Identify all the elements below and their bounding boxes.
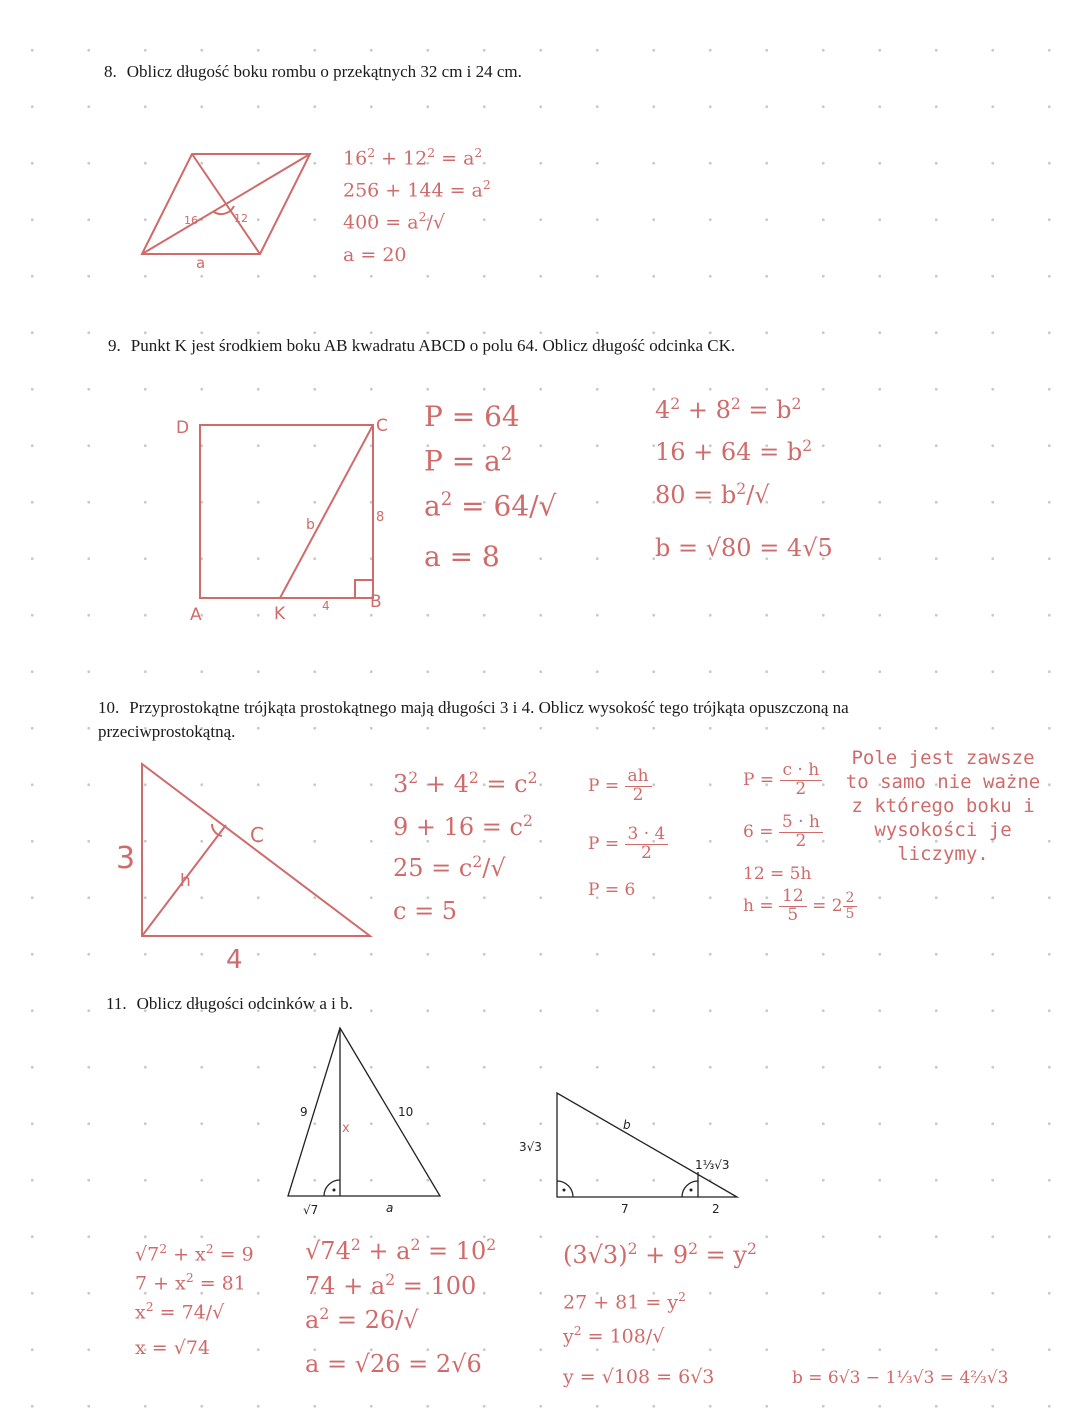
problem-text: Oblicz długości odcinków a i b. [136, 994, 353, 1013]
p11-col2-1: $√74^2 + a^2 = 10^2$ [305, 1236, 497, 1265]
label-8: 8 [376, 510, 385, 525]
p11-final: b = 6√3 − 1⅓√3 = 4⅔√3 [792, 1368, 1009, 1388]
p11-col1-1: $√7^2 + x^2 = 9$ [135, 1242, 254, 1266]
fraction [780, 762, 823, 799]
label-7: 7 [621, 1202, 629, 1215]
segment-ck [280, 425, 373, 598]
lhs: h = [743, 895, 774, 916]
square-figure [160, 405, 400, 625]
right-angle-mark [212, 824, 222, 836]
p10-col2-3: P = 6 [588, 880, 636, 900]
p8-line-3: $400 = a^2/√$ [343, 210, 445, 234]
denominator: 5 [845, 905, 855, 922]
p10-col2-2 [588, 826, 668, 863]
label-4: 4 [322, 599, 330, 613]
numerator: 5 · h [779, 814, 823, 833]
problem-text: Przyprostokątne trójkąta prostokątnego mają długości 3 i 4. Oblicz wysokość tego trójkąta opuszczoną na przeciwprostokątną. [98, 698, 849, 741]
numerator: c · h [780, 762, 823, 781]
label-segment: 1⅓√3 [695, 1158, 730, 1172]
problem-number: 9. [108, 336, 121, 355]
label-d: D [176, 418, 190, 438]
denominator: 2 [795, 778, 807, 799]
numerator: 3 · 4 [625, 826, 669, 845]
problem-text: Oblicz długość boku rombu o przekątnych 32 cm i 24 cm. [126, 62, 522, 81]
label-12: 12 [234, 212, 248, 225]
triangle-11a-figure [280, 1020, 460, 1220]
problem-number: 10. [98, 698, 120, 717]
p10-col2-1 [588, 768, 652, 805]
p11-col1-4: x = √74 [135, 1337, 210, 1359]
label-x: x [342, 1121, 350, 1136]
p9-right-4: b = √80 = 4√5 [655, 534, 833, 562]
label-16: 16 [184, 214, 198, 227]
label-a: A [190, 605, 202, 625]
p11-col2-2: $74 + a^2 = 100$ [305, 1271, 477, 1300]
denominator: 2 [795, 830, 807, 851]
problem-8 [104, 62, 522, 82]
label-10: 10 [398, 1105, 414, 1119]
label-b: b [306, 517, 315, 533]
p11-col2-4: a = √26 = 2√6 [305, 1350, 482, 1378]
fraction [625, 768, 652, 805]
fraction [625, 826, 669, 863]
lhs: P = [743, 769, 775, 790]
p9-right-1: $4^2 + 8^2 = b^2$ [655, 395, 802, 424]
p8-line-2: $256 + 144 = a^2$ [343, 178, 491, 202]
p10-col1-1: $3^2 + 4^2 = c^2$ [393, 769, 538, 798]
p10-col1-2: $9 + 16 = c^2$ [393, 812, 533, 841]
fraction [779, 888, 807, 925]
label-a: a [196, 254, 206, 272]
p9-left-1: P = 64 [424, 400, 520, 433]
label-a: a [386, 1201, 394, 1215]
p10-col3-2 [743, 814, 823, 851]
p9-left-3: $a^2 = 64/√$ [424, 489, 557, 523]
problem-number: 11. [106, 994, 127, 1013]
problem-10 [98, 696, 978, 744]
numerator: 2 [843, 891, 858, 907]
lhs: P = [588, 833, 620, 854]
square-outline [200, 425, 373, 598]
p9-left-4: a = 8 [424, 540, 500, 573]
label-c: C [376, 416, 388, 436]
label-2: 2 [712, 1202, 720, 1215]
denominator: 2 [632, 784, 644, 805]
p10-col3-1 [743, 762, 822, 799]
p11-col3-1: $(3√3)^2 + 9^2 = y^2$ [563, 1240, 757, 1269]
p10-col1-4: c = 5 [393, 897, 458, 925]
label-9: 9 [300, 1105, 308, 1119]
p9-right-3: $80 = b^2/√$ [655, 480, 770, 509]
p9-left-2: $P = a^2$ [424, 444, 513, 478]
p11-col1-2: $7 + x^2 = 81$ [135, 1271, 246, 1295]
p10-col3-4 [743, 888, 857, 925]
label-4: 4 [226, 945, 243, 975]
triangle-outline [557, 1093, 737, 1197]
lhs: 6 = [743, 821, 774, 842]
p8-line-4: a = 20 [343, 244, 407, 266]
fraction [779, 814, 823, 851]
p10-col1-3: $25 = c^2/√$ [393, 853, 506, 882]
label-c: C [250, 823, 264, 847]
right-triangle-figure [108, 756, 388, 976]
p9-right-2: $16 + 64 = b^2$ [655, 437, 813, 466]
p11-col3-4: y = √108 = 6√3 [563, 1366, 715, 1388]
problem-text: Punkt K jest środkiem boku AB kwadratu ABCD o polu 64. Oblicz długość odcinka CK. [130, 336, 736, 355]
equals-whole: = 2 [812, 895, 843, 916]
triangle-outline [288, 1028, 440, 1196]
triangle-outline [142, 764, 370, 936]
p10-col3-3: 12 = 5h [743, 864, 812, 884]
problem-9 [108, 336, 735, 356]
diagonal-short [192, 154, 260, 254]
p11-col3-2: $27 + 81 = y^2$ [563, 1290, 686, 1314]
p10-note: Pole jest zawsze to samo nie ważne z którego boku i wysokości je liczymy. [845, 747, 1041, 865]
label-h: h [180, 871, 191, 891]
p11-col2-3: $a^2 = 26/√$ [305, 1305, 419, 1334]
rhombus-figure [130, 140, 330, 275]
label-3: 3 [116, 841, 136, 876]
p8-line-1: $16^2 + 12^2 = a^2$ [343, 146, 483, 170]
label-3root3: 3√3 [519, 1140, 542, 1154]
mixed-fraction [843, 891, 858, 921]
triangle-11b-figure [515, 1085, 750, 1215]
numerator: ah [625, 768, 652, 787]
p11-col1-3: $x^2 = 74/√$ [135, 1300, 225, 1324]
problem-11 [106, 994, 353, 1014]
label-b-vertex: B [370, 592, 382, 612]
numerator: 12 [779, 888, 807, 907]
label-b: b [623, 1118, 631, 1132]
label-root7: √7 [303, 1203, 319, 1217]
lhs: P = [588, 775, 620, 796]
p11-col3-3: $y^2 = 108/√$ [563, 1324, 665, 1348]
right-angle-mark [324, 1180, 340, 1196]
denominator: 2 [641, 842, 652, 863]
problem-number: 8. [104, 62, 117, 81]
label-k: K [274, 604, 286, 624]
denominator: 5 [787, 904, 799, 925]
